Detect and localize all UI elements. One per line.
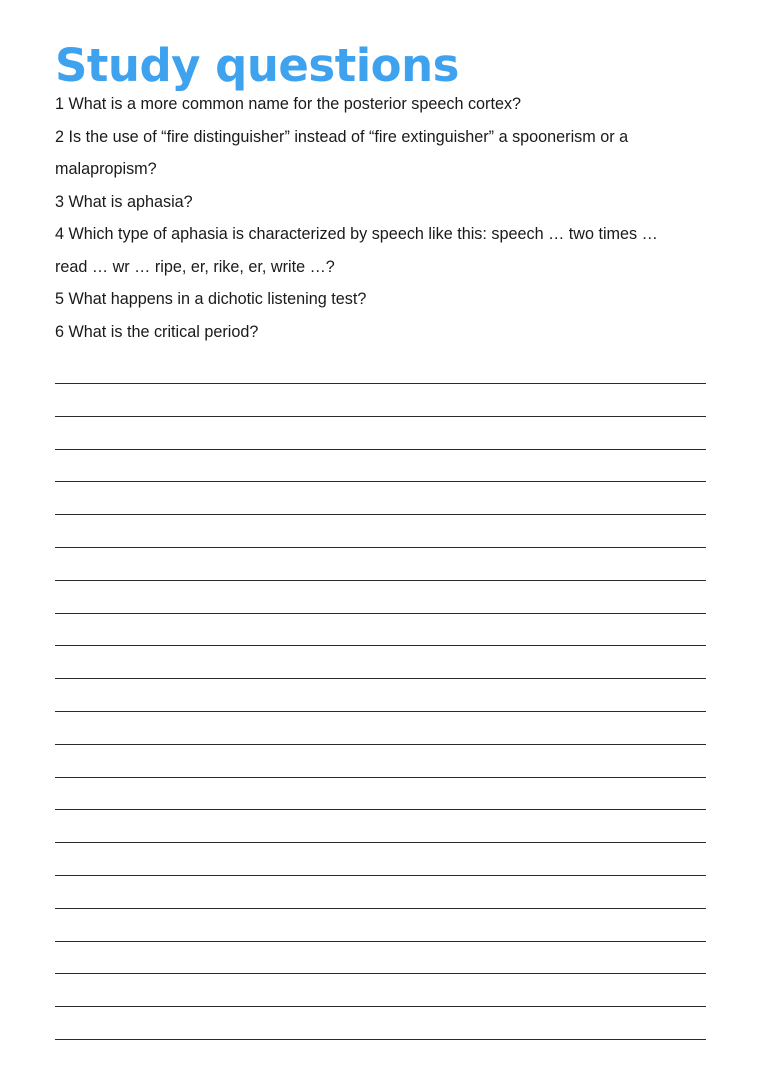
question-3: 3 What is aphasia? <box>55 192 193 211</box>
answer-line <box>55 645 706 646</box>
answer-line <box>55 514 706 515</box>
question-2-continued: malapropism? <box>55 160 157 178</box>
answer-line <box>55 449 706 450</box>
answer-line <box>55 941 706 942</box>
question-2: 2 Is the use of “fire distinguisher” instead of “fire extinguisher” a spoonerism or a <box>55 127 629 146</box>
answer-line <box>55 809 706 810</box>
answer-line <box>55 875 706 876</box>
question-5: 5 What happens in a dichotic listening test? <box>55 290 367 308</box>
answer-line <box>55 973 706 974</box>
answer-line <box>55 416 706 417</box>
page-title: Study questions <box>55 39 459 92</box>
question-4: 4 Which type of aphasia is characterized by speech like this: speech … two times … <box>55 225 658 243</box>
answer-line <box>55 383 706 384</box>
answer-line <box>55 481 706 482</box>
answer-line <box>55 1006 706 1007</box>
question-list <box>55 88 735 348</box>
answer-line <box>55 908 706 909</box>
answer-line <box>55 613 706 614</box>
question-4-continued: read … wr … ripe, er, rike, er, write …? <box>55 257 335 276</box>
answer-line <box>55 744 706 745</box>
answer-line <box>55 842 706 843</box>
answer-lines <box>55 383 706 1072</box>
answer-line <box>55 580 706 581</box>
answer-line <box>55 1039 706 1040</box>
answer-line <box>55 678 706 679</box>
answer-line <box>55 547 706 548</box>
answer-line <box>55 777 706 778</box>
answer-line <box>55 711 706 712</box>
question-1: 1 What is a more common name for the posterior speech cortex? <box>55 95 522 113</box>
question-6: 6 What is the critical period? <box>55 322 259 341</box>
